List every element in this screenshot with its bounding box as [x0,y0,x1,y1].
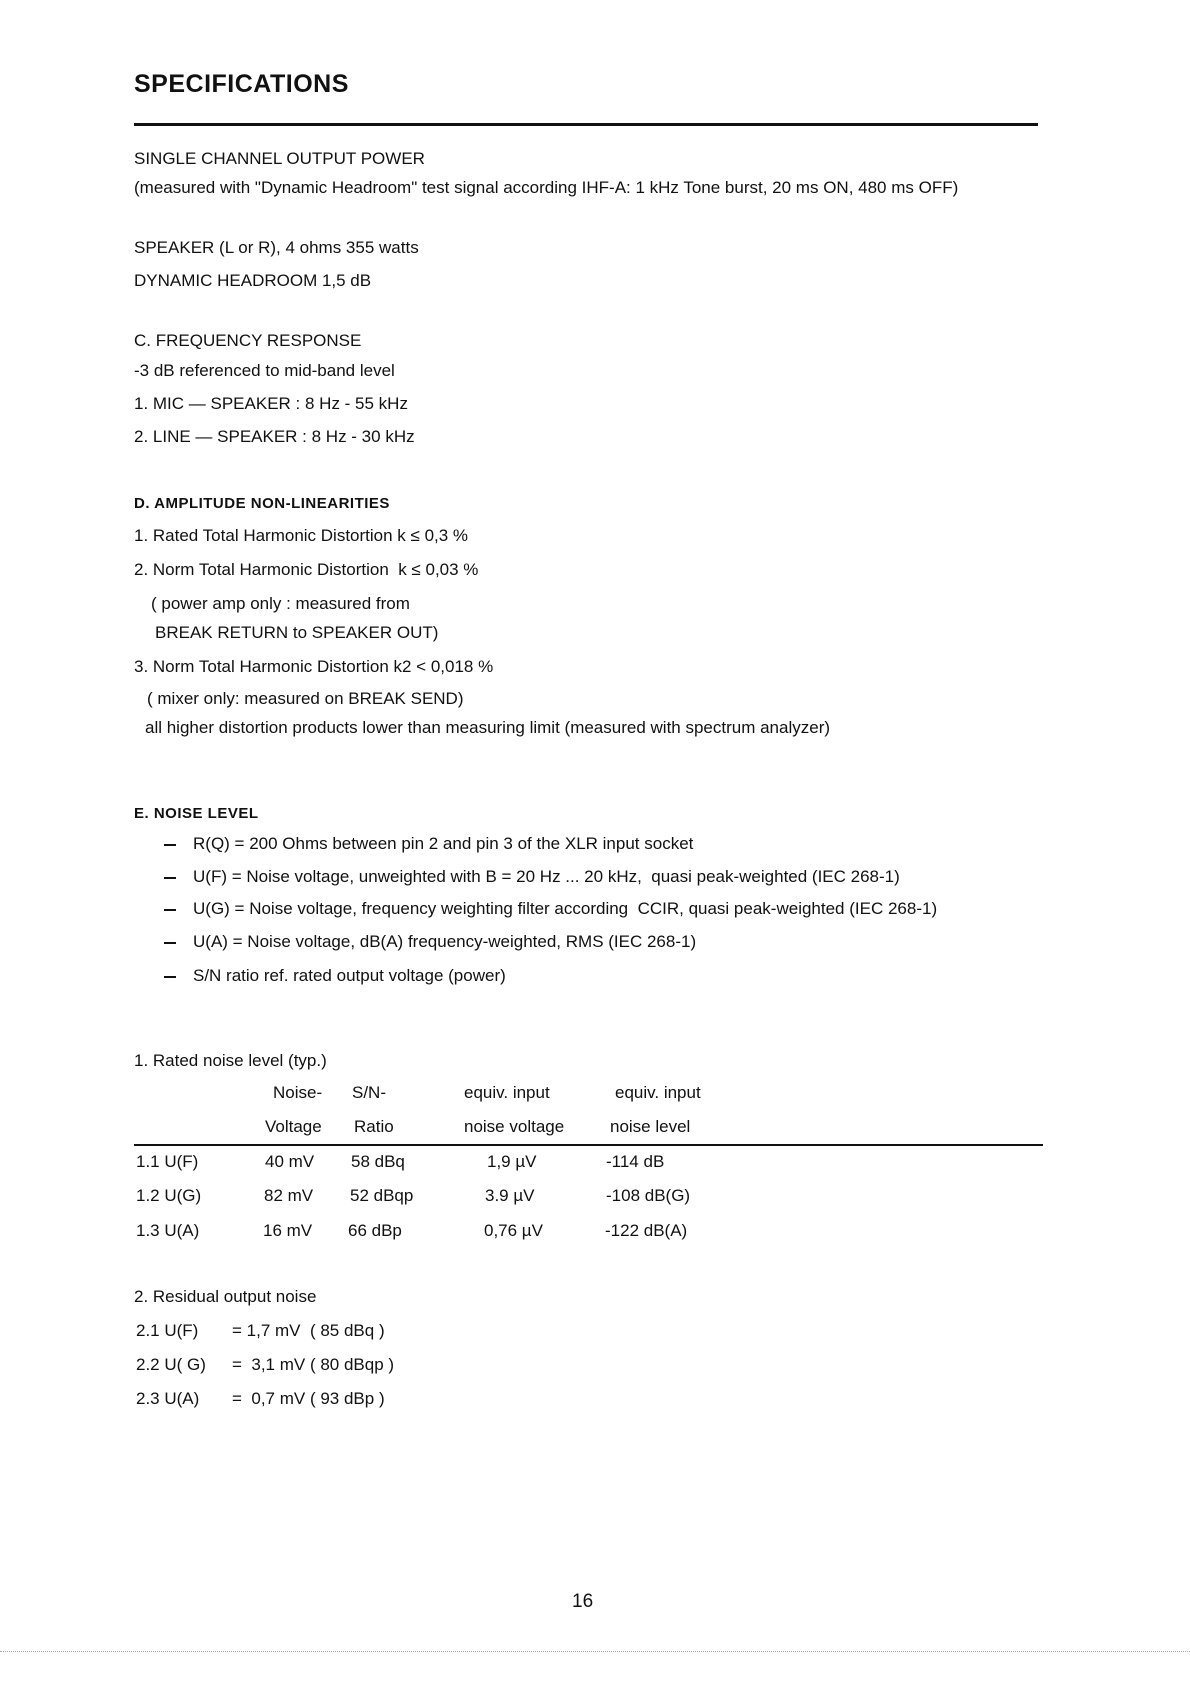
rated-heading: 1. Rated noise level (typ.) [134,1051,327,1070]
dynamic-headroom: DYNAMIC HEADROOM 1,5 dB [134,271,372,290]
cell: 82 mV [264,1186,314,1205]
col-header: S/N- [352,1083,386,1102]
residual-label: 2.1 U(F) [136,1321,199,1340]
noise-item: S/N ratio ref. rated output voltage (power) [193,966,506,985]
residual-value: = 0,7 mV ( 93 dBp ) [232,1389,385,1408]
amp-line: 1. Rated Total Harmonic Distortion k ≤ 0,3 % [134,526,469,545]
noise-item: U(G) = Noise voltage, frequency weighting filter according CCIR, quasi peak-weighted (IEC 268-1) [193,899,938,918]
cell: 1.2 U(G) [136,1186,202,1205]
footer-divider [0,1651,1190,1652]
cell: 1.1 U(F) [136,1152,199,1171]
col-header: equiv. input [464,1083,550,1102]
cell: -114 dB [606,1152,665,1171]
cell: 1.3 U(A) [136,1221,200,1240]
cell: 58 dBq [351,1152,405,1171]
cell: 40 mV [265,1152,315,1171]
cell: 52 dBqp [350,1186,414,1205]
dash-bullet [164,844,176,846]
col-header: Ratio [354,1117,394,1136]
cell: 1,9 µV [487,1152,537,1171]
page-number: 16 [572,1591,594,1612]
col-header: noise voltage [464,1117,565,1136]
dash-bullet [164,909,176,911]
residual-value: = 1,7 mV ( 85 dBq ) [232,1321,385,1340]
freq-item: 1. MIC — SPEAKER : 8 Hz - 55 kHz [134,394,408,413]
residual-heading: 2. Residual output noise [134,1287,317,1306]
cell: -108 dB(G) [606,1186,691,1205]
title-rule [134,123,1038,126]
noise-item: U(A) = Noise voltage, dB(A) frequency-weighted, RMS (IEC 268-1) [193,932,697,951]
cell: 0,76 µV [484,1221,543,1240]
cell: 16 mV [263,1221,313,1240]
col-header: Noise- [273,1083,323,1102]
amp-heading: D. AMPLITUDE NON-LINEARITIES [134,495,390,512]
amp-line: BREAK RETURN to SPEAKER OUT) [155,623,439,642]
dash-bullet [164,976,176,978]
cell: -122 dB(A) [605,1221,688,1240]
col-header: noise level [610,1117,691,1136]
freq-item: 2. LINE — SPEAKER : 8 Hz - 30 kHz [134,427,415,446]
noise-item: U(F) = Noise voltage, unweighted with B = 20 Hz ... 20 kHz, quasi peak-weighted (IEC 268-1) [193,867,900,886]
amp-line: ( mixer only: measured on BREAK SEND) [147,689,464,708]
freq-ref: -3 dB referenced to mid-band level [134,361,395,380]
residual-value: = 3,1 mV ( 80 dBqp ) [232,1355,395,1374]
col-header: equiv. input [615,1083,701,1102]
residual-label: 2.3 U(A) [136,1389,200,1408]
table-rule [134,1144,1043,1146]
residual-label: 2.2 U( G) [136,1355,206,1374]
cell: 3.9 µV [485,1186,535,1205]
amp-line: 3. Norm Total Harmonic Distortion k2 < 0,018 % [134,657,494,676]
freq-heading: C. FREQUENCY RESPONSE [134,331,362,350]
speaker-power: SPEAKER (L or R), 4 ohms 355 watts [134,238,419,257]
dash-bullet [164,942,176,944]
page-title: SPECIFICATIONS [134,70,349,98]
amp-line: 2. Norm Total Harmonic Distortion k ≤ 0,03 % [134,560,479,579]
dash-bullet [164,877,176,879]
output-power-note: (measured with "Dynamic Headroom" test signal according IHF-A: 1 kHz Tone burst, 20 ms ON, 480 ms OFF) [134,178,959,197]
noise-heading: E. NOISE LEVEL [134,805,259,822]
cell: 66 dBp [348,1221,402,1240]
col-header: Voltage [265,1117,322,1136]
output-power-heading: SINGLE CHANNEL OUTPUT POWER [134,149,425,168]
amp-line: all higher distortion products lower than measuring limit (measured with spectrum analyzer) [145,718,831,737]
amp-line: ( power amp only : measured from [151,594,410,613]
noise-item: R(Q) = 200 Ohms between pin 2 and pin 3 of the XLR input socket [193,834,694,853]
